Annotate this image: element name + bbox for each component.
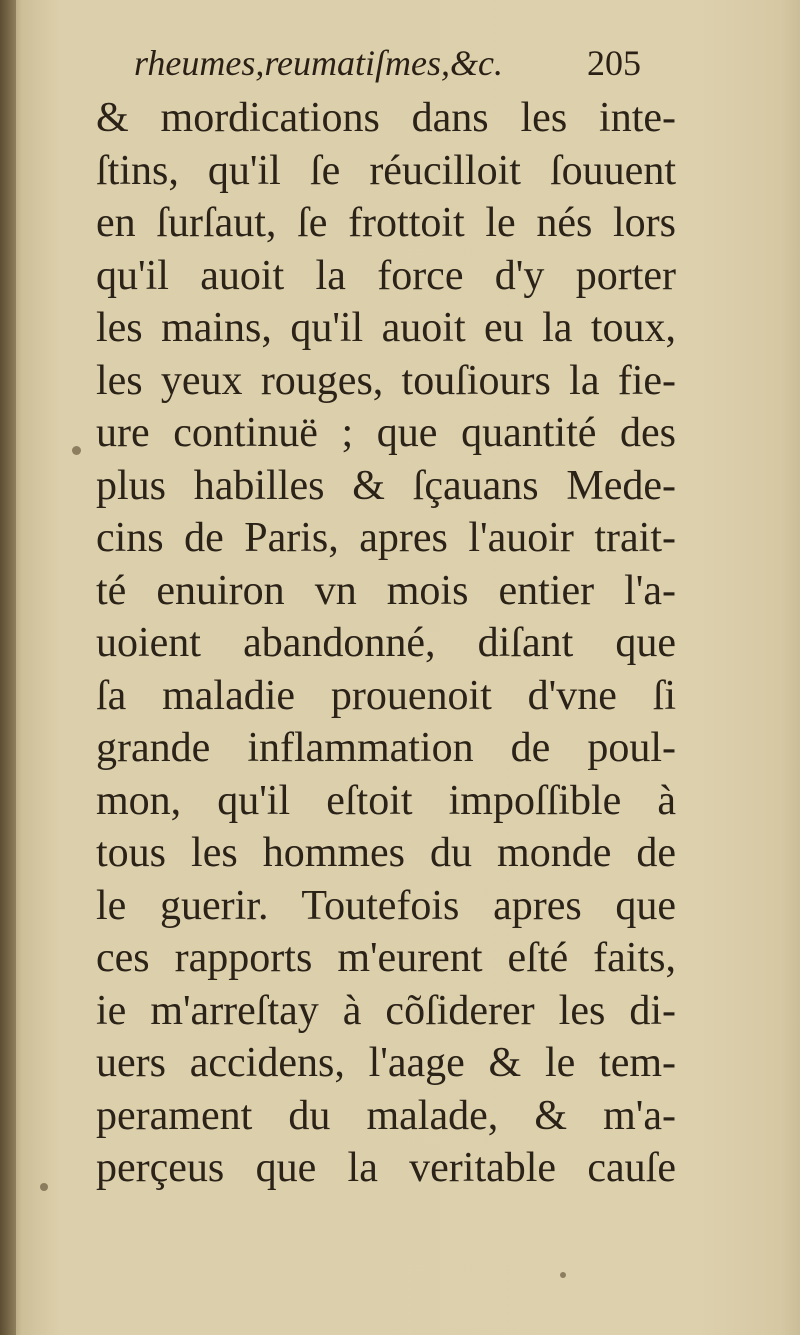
text-line: perament du malade, & m'a- [96, 1092, 676, 1139]
paper-stain [40, 1183, 48, 1191]
text-line: tous les hommes du monde de [96, 830, 676, 876]
text-line: té enuiron vn mois entier l'a- [96, 567, 676, 614]
text-line: le guerir. Toutefois apres que [96, 882, 676, 929]
paper-stain [72, 446, 81, 455]
running-head-title: rheumes,reumatiſmes,&c. [134, 43, 503, 83]
text-line: uoient abandonné, diſant que [96, 620, 676, 666]
text-line: ie m'arreſtay à cõſiderer les di- [96, 987, 676, 1034]
text-line: les yeux rouges, touſiours la fie- [96, 357, 676, 404]
text-line: uers accidens, l'aage & le tem- [96, 1040, 676, 1086]
text-line: perçeus que la veritable cauſe [96, 1145, 676, 1191]
paper-stain [560, 1272, 566, 1278]
text-line: ſtins, qu'il ſe réucilloit ſouuent [96, 147, 676, 194]
text-line: ces rapports m'eurent eſté faits, [96, 935, 676, 981]
text-line: qu'il auoit la force d'y porter [96, 252, 676, 299]
page-number: 205 [587, 43, 641, 83]
book-spine-shadow [0, 0, 16, 1335]
text-line: mon, qu'il eſtoit impoſſible à [96, 777, 676, 824]
text-line: en ſurſaut, ſe frottoit le nés lors [96, 200, 676, 246]
text-line: les mains, qu'il auoit eu la toux, [96, 305, 676, 351]
text-line: cins de Paris, apres l'auoir trait- [96, 515, 676, 561]
body-text [96, 92, 676, 1195]
text-line: grande inflammation de poul- [96, 725, 676, 771]
running-head [92, 42, 652, 92]
text-line: & mordications dans les inte- [96, 95, 676, 141]
text-line: ure continuë ; que quantité des [96, 410, 676, 456]
text-line: ſa maladie prouenoit d'vne ſi [96, 672, 676, 719]
text-line: plus habilles & ſçauans Mede- [96, 462, 676, 509]
